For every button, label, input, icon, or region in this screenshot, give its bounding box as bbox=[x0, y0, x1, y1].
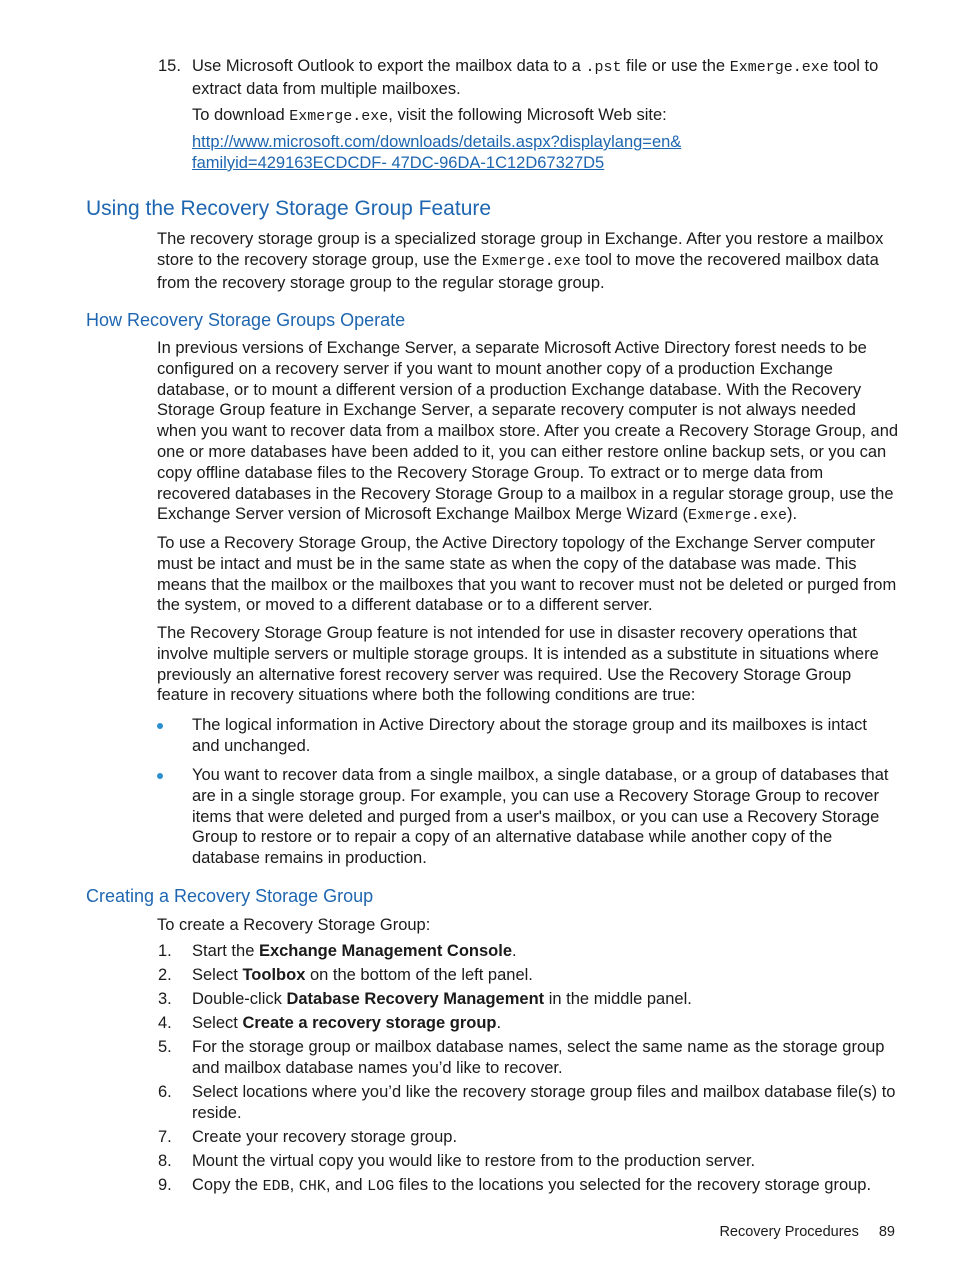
step-text bbox=[192, 965, 898, 986]
step-text bbox=[192, 1013, 898, 1034]
step-text-part: Double-click bbox=[192, 990, 287, 1008]
operate-paragraph-1 bbox=[157, 338, 899, 527]
step-text-part: . bbox=[496, 1014, 502, 1032]
step-number: 9. bbox=[158, 1176, 172, 1194]
bullet-dot-icon bbox=[157, 773, 163, 779]
download-text: , visit the following Microsoft Web site: bbox=[388, 106, 667, 124]
code-chk: CHK bbox=[298, 1178, 326, 1195]
step-number: 2. bbox=[158, 966, 172, 984]
step-text bbox=[192, 989, 898, 1010]
ui-label: Toolbox bbox=[242, 966, 306, 984]
step-text-part: Select bbox=[192, 966, 243, 984]
creating-intro: To create a Recovery Storage Group: bbox=[157, 916, 431, 934]
bullet-dot-icon bbox=[157, 723, 163, 729]
paragraph-text: ). bbox=[787, 505, 798, 524]
code-edb: EDB bbox=[262, 1178, 290, 1195]
step-text-part: tool to extract data from multiple mailboxes. bbox=[192, 57, 879, 98]
step-text-part: file or use the bbox=[621, 57, 730, 75]
page-number: 89 bbox=[878, 1224, 895, 1240]
step-number: 8. bbox=[158, 1152, 172, 1170]
step-number: 5. bbox=[158, 1038, 172, 1056]
download-text: To download bbox=[192, 106, 290, 124]
step-text-part: on the bottom of the left panel. bbox=[305, 966, 533, 984]
section-paragraph bbox=[157, 229, 899, 293]
step-number: 4. bbox=[158, 1014, 172, 1032]
step-text-part: Start the bbox=[192, 942, 259, 960]
code-exmerge: Exmerge.exe bbox=[481, 252, 581, 270]
paragraph-text: In previous versions of Exchange Server, a separate Microsoft Active Directory forest needs to be configured on a recovery server if you want to mount another copy of a production Exchange database, or to mount a different version of a production Exchange database. With the Recovery Storage Group feature in Exchange Server, a separate recovery computer is not always needed when you want to recover data from a mailbox store. After you create a Recovery Storage Group, and one or more databases have been added to it, you can either restore online backup sets, or you can copy offline database files to the Recovery Storage Group. To extract or to merge data from recovered databases in the Recovery Storage Group to a mailbox in a regular storage group, use the Exchange Server version of Microsoft Exchange Mailbox Merge Wizard ( bbox=[157, 339, 899, 524]
step-text: For the storage group or mailbox database names, select the same name as the storage group and mailbox database names you’d like to recover. bbox=[192, 1038, 885, 1077]
bullet-text: The logical information in Active Directory about the storage group and its mailboxes is intact and unchanged. bbox=[192, 716, 868, 755]
subsection-heading-creating: Creating a Recovery Storage Group bbox=[86, 886, 374, 906]
step-text: Mount the virtual copy you would like to restore from to the production server. bbox=[192, 1152, 756, 1170]
footer-section-name: Recovery Procedures bbox=[719, 1224, 859, 1240]
paragraph-text: The recovery storage group is a specialized storage group in Exchange. After you restore a mailbox store to the recovery storage group, use the bbox=[157, 230, 884, 269]
paragraph-text: tool to move the recovered mailbox data from the recovery storage group to the regular storage group. bbox=[157, 250, 879, 292]
operate-paragraph-2: To use a Recovery Storage Group, the Active Directory topology of the Exchange Server computer must be intact and must be in the same state as when the copy of the database was made. This means that the mailbox or the mailboxes that you want to recover must not be deleted or purged from the system, or moved to a different database or to a different server. bbox=[157, 534, 897, 615]
step-number: 1. bbox=[158, 942, 172, 960]
step-text: Select locations where you’d like the recovery storage group files and mailbox database file(s) to reside. bbox=[192, 1083, 896, 1122]
code-log: LOG bbox=[367, 1178, 395, 1195]
step-text-part: Copy the bbox=[192, 1176, 263, 1194]
step-number: 7. bbox=[158, 1128, 172, 1146]
subsection-heading-operate: How Recovery Storage Groups Operate bbox=[86, 310, 406, 330]
step-text bbox=[192, 1175, 898, 1198]
ui-label: Create a recovery storage group bbox=[242, 1014, 497, 1032]
step-text-part: files to the locations you selected for the recovery storage group. bbox=[394, 1176, 872, 1194]
link-line-2[interactable]: familyid=429163ECDCDF- 47DC-96DA-1C12D67327D5 bbox=[192, 153, 605, 172]
operate-paragraph-3: The Recovery Storage Group feature is not intended for use in disaster recovery operations that involve multiple servers or multiple storage groups. It is intended as a substitute in situations where previously an alternative forest recovery server was required. Use the Recovery Storage Group feature in recovery situations where both the following conditions are true: bbox=[157, 624, 879, 705]
step-text-part: in the middle panel. bbox=[544, 990, 692, 1008]
step-number: 15. bbox=[158, 57, 181, 75]
step-number: 3. bbox=[158, 990, 172, 1008]
link-line-1[interactable]: http://www.microsoft.com/downloads/details.aspx?displaylang=en& bbox=[192, 133, 682, 151]
code-exmerge: Exmerge.exe bbox=[687, 507, 787, 525]
step-number: 6. bbox=[158, 1083, 172, 1101]
ui-label: Exchange Management Console bbox=[258, 942, 513, 960]
microsoft-download-link[interactable] bbox=[192, 132, 892, 174]
step-text-part: Select bbox=[192, 1014, 243, 1032]
step-text-part: , and bbox=[325, 1176, 368, 1194]
ui-label: Database Recovery Management bbox=[286, 990, 545, 1008]
code-exmerge: Exmerge.exe bbox=[289, 108, 389, 125]
code-exmerge: Exmerge.exe bbox=[729, 59, 829, 76]
bullet-text: You want to recover data from a single mailbox, a single database, or a group of databases that are in a single storage group. For example, you can use a Recovery Storage Group to recover items that were deleted and purged from a user's mailbox, or you can use a Recovery Storage Group to restore or to repair a copy of an alternative database while another copy of the database remains in production. bbox=[192, 766, 889, 868]
step-text-part: . bbox=[512, 942, 517, 960]
step-text-part: Use Microsoft Outlook to export the mailbox data to a bbox=[192, 57, 586, 75]
page-footer bbox=[719, 1222, 895, 1242]
step-text-part: , bbox=[289, 1176, 299, 1194]
step-text: Create your recovery storage group. bbox=[192, 1128, 458, 1146]
download-line bbox=[192, 105, 898, 128]
step-text bbox=[192, 56, 898, 100]
section-heading: Using the Recovery Storage Group Feature bbox=[86, 197, 492, 220]
step-text bbox=[192, 941, 898, 962]
code-pst: .pst bbox=[585, 59, 622, 76]
